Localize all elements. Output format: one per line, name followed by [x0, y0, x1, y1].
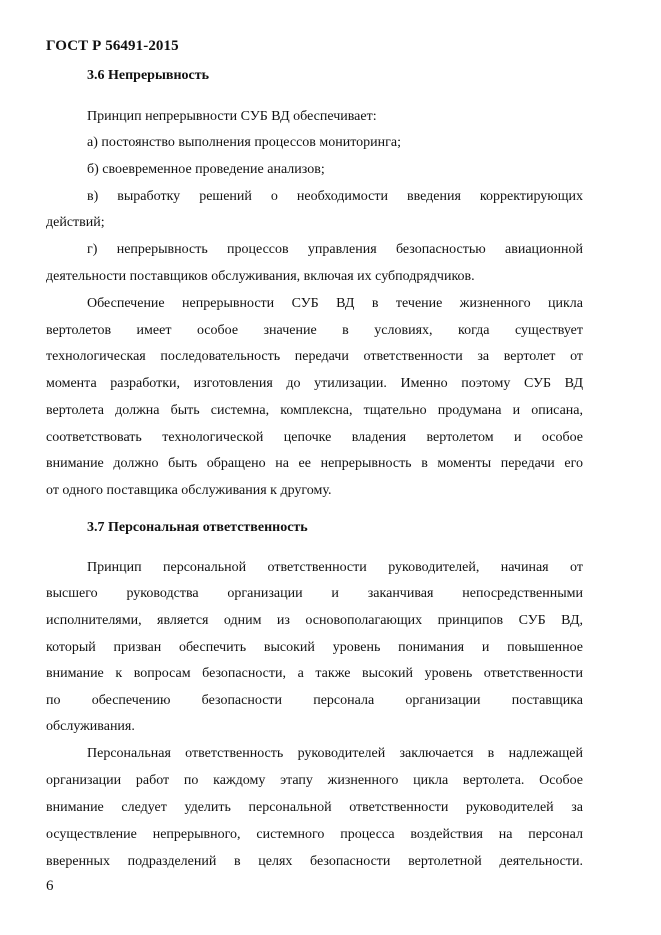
- paragraph-line: высшего руководства организации и заканчивая непосредственными: [46, 586, 583, 601]
- paragraph-line: Принцип непрерывности СУБ ВД обеспечивает:: [87, 109, 377, 124]
- paragraph-line: вверенных подразделений в целях безопасности вертолетной деятельности.: [46, 854, 583, 869]
- list-item-a: а) постоянство выполнения процессов мониторинга;: [87, 135, 402, 150]
- paragraph-line: Принцип персональной ответственности руководителей, начиная от: [87, 560, 583, 575]
- paragraph-line: осуществление непрерывного, системного процесса воздействия на персонал: [46, 827, 583, 842]
- paragraph-line: Обеспечение непрерывности СУБ ВД в течение жизненного цикла: [87, 296, 583, 311]
- list-item-c: в) выработку решений о необходимости введения корректирующих: [87, 189, 583, 204]
- paragraph-line: который призван обеспечить высокий уровень понимания и повышенное: [46, 640, 583, 655]
- paragraph-line: внимание должно быть обращено на ее непрерывность в моменты передачи его: [46, 456, 583, 471]
- paragraph-line: момента разработки, изготовления до утилизации. Именно поэтому СУБ ВД: [46, 376, 583, 391]
- paragraph-line: внимание к вопросам безопасности, а также высокий уровень ответственности: [46, 666, 583, 681]
- section-heading-personal-responsibility: 3.7 Персональная ответственность: [87, 520, 308, 535]
- paragraph-line: деятельности поставщиков обслуживания, включая их субподрядчиков.: [46, 269, 475, 284]
- paragraph-line: внимание следует уделить персональной ответственности руководителей за: [46, 800, 583, 815]
- paragraph-line: действий;: [46, 215, 105, 230]
- paragraph-line: от одного поставщика обслуживания к другому.: [46, 483, 332, 498]
- list-item-b: б) своевременное проведение анализов;: [87, 162, 325, 177]
- paragraph-line: вертолетов имеет особое значение в условиях, когда существует: [46, 323, 583, 338]
- paragraph-line: исполнителями, является одним из основополагающих принципов СУБ ВД,: [46, 613, 583, 628]
- paragraph-line: по обеспечению безопасности персонала организации поставщика: [46, 693, 583, 708]
- section-heading-continuity: 3.6 Непрерывность: [87, 68, 210, 83]
- paragraph-line: Персональная ответственность руководителей заключается в надлежащей: [87, 746, 583, 761]
- paragraph-line: вертолета должна быть системна, комплексна, тщательно продумана и описана,: [46, 403, 583, 418]
- list-item-d: г) непрерывность процессов управления безопасностью авиационной: [87, 242, 583, 257]
- paragraph-line: обслуживания.: [46, 719, 135, 734]
- paragraph-line: технологическая последовательность передачи ответственности за вертолет от: [46, 349, 583, 364]
- paragraph-line: соответствовать технологической цепочке владения вертолетом и особое: [46, 430, 583, 445]
- page-number: 6: [46, 878, 54, 894]
- paragraph-line: организации работ по каждому этапу жизненного цикла вертолета. Особое: [46, 773, 583, 788]
- standard-code: ГОСТ Р 56491-2015: [46, 38, 179, 54]
